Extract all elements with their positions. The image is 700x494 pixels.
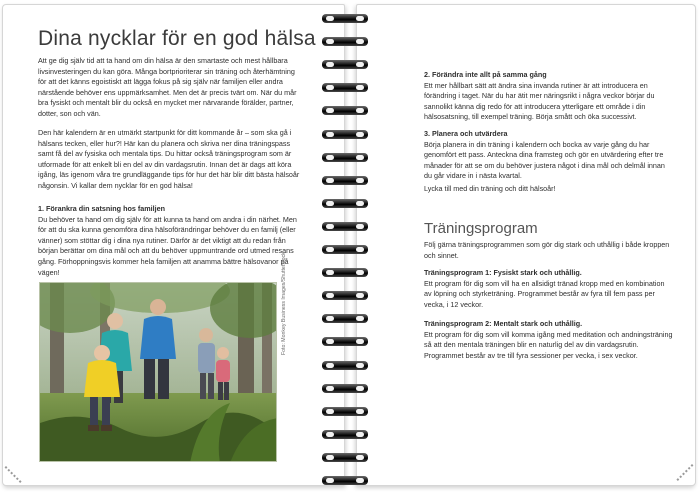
binding-ring bbox=[322, 384, 368, 393]
section-intro: Följ gärna träningsprogrammen som gör dig stark och uthållig i både kroppen och sinnet. bbox=[424, 240, 670, 260]
binding-ring bbox=[322, 14, 368, 23]
binding-ring bbox=[322, 60, 368, 69]
binding-ring bbox=[322, 106, 368, 115]
program-2-heading: Träningsprogram 2: Mentalt stark och uthållig. bbox=[424, 319, 583, 328]
family-hiking-photo bbox=[39, 282, 277, 462]
binding-ring bbox=[322, 176, 368, 185]
photo-credit: Foto: Monkey Business Images/Shutterstock bbox=[281, 252, 287, 355]
program-1-heading: Träningsprogram 1: Fysiskt stark och uthållig. bbox=[424, 268, 582, 277]
binding-ring bbox=[322, 222, 368, 231]
binding-ring bbox=[322, 153, 368, 162]
binding-ring bbox=[322, 430, 368, 439]
intro-paragraph-1: Att ge dig själv tid att ta hand om din hälsa är den smartaste och mest hållbara livsinvesteringen du kan göra. Många bortprioriterar sin träning och återhämtning för att det känns egoistiskt att lägga fokus på sig själv när familjen eller andra närstående behöver ens uppmärksamhet. Men det är precis tvärt om. När du mår bra fysiskt och mentalt blir du också en mycket mer närvarande förälder, partner, dotter, son och vän. bbox=[38, 56, 297, 118]
key-2-heading: 2. Förändra inte allt på samma gång bbox=[424, 70, 547, 79]
binding-ring bbox=[322, 245, 368, 254]
program-2-section bbox=[424, 319, 674, 361]
key-3-heading: 3. Planera och utvärdera bbox=[424, 129, 508, 138]
intro-paragraph-2: Den här kalendern är en utmärkt startpunkt för ditt kommande år – som ska gå i hälsans tecken, eller hur?! Här kan du planera och skriva ner dina träningspass samt få del av fysiska och mentala tips. Du hittar också träningsprogram som är utformade för att enkelt bli en del av din vardagsrutin. Innan det är dags att köra igång, läs igenom våra tre grundläggande tips för hur det här blir ditt bästa hälsoår någonsin. Vi kallar dem nycklar för en god hälsa! bbox=[38, 128, 300, 190]
binding-ring bbox=[322, 199, 368, 208]
binding-ring bbox=[322, 453, 368, 462]
binding-ring bbox=[322, 476, 368, 485]
key-3-section bbox=[424, 129, 674, 182]
binding-ring bbox=[322, 314, 368, 323]
key-2-section bbox=[424, 70, 674, 123]
key-1-heading: 1. Förankra din satsning hos familjen bbox=[38, 204, 166, 213]
binding-ring bbox=[322, 407, 368, 416]
binding-ring bbox=[322, 337, 368, 346]
program-1-section bbox=[424, 268, 674, 310]
binding-ring bbox=[322, 130, 368, 139]
section-title: Träningsprogram bbox=[424, 220, 538, 237]
binding-ring bbox=[322, 291, 368, 300]
key-1-body: Du behöver ta hand om dig själv för att kunna ta hand om andra i din närhet. Men för att du ska kunna genomföra dina hälsoförändringar behöver du en familj (eller vänner) som stöttar dig i dina nya rutiner. Därför är det viktigt att du redan från början berättar om dina mål och att du behöver uppmuntrande ord utmed resans gång. Förhoppningsvis kommer hela familjen att anamma bättre hälsovanor på vägen! bbox=[38, 214, 297, 277]
key-3-body: Börja planera in din träning i kalendern och bocka av varje gång du har genomfört ett pass. Anteckna dina framsteg och gör en utvärdering efter tre månader för att se om du behöver justera något i dina mål och delmål innan du går vidare in i nästa kvartal. bbox=[424, 139, 665, 181]
binding-ring bbox=[322, 83, 368, 92]
program-1-body: Ett program för dig som vill ha en allsidigt tränad kropp med en kombination av löpning och styrketräning. Programmet består av fyra till fem pass per vecka, i 12 veckor. bbox=[424, 278, 665, 309]
closing-line: Lycka till med din träning och ditt hälsoår! bbox=[424, 184, 556, 193]
binding-ring bbox=[322, 361, 368, 370]
key-2-body: Ett mer hållbart sätt att ändra sina invanda rutiner är att introducera en förändring i taget. När du har ätit mer näringsrikt i några veckor börjar du sannolikt känna dig redo för att introducera ytterligare ett område i din hälsosatsning, till exempel träning. Börja smått och öka successivt. bbox=[424, 80, 655, 122]
page-title: Dina nycklar för en god hälsa bbox=[38, 27, 316, 50]
key-1-section bbox=[38, 204, 304, 278]
binding-ring bbox=[322, 268, 368, 277]
program-2-body: Ett program för dig som vill komma igång med meditation och andningsträning så att den mentala träningen blir en naturlig del av din vardagsrutin. Programmet består av tre till fyra sessioner per vecka, i sex veckor. bbox=[424, 329, 673, 360]
